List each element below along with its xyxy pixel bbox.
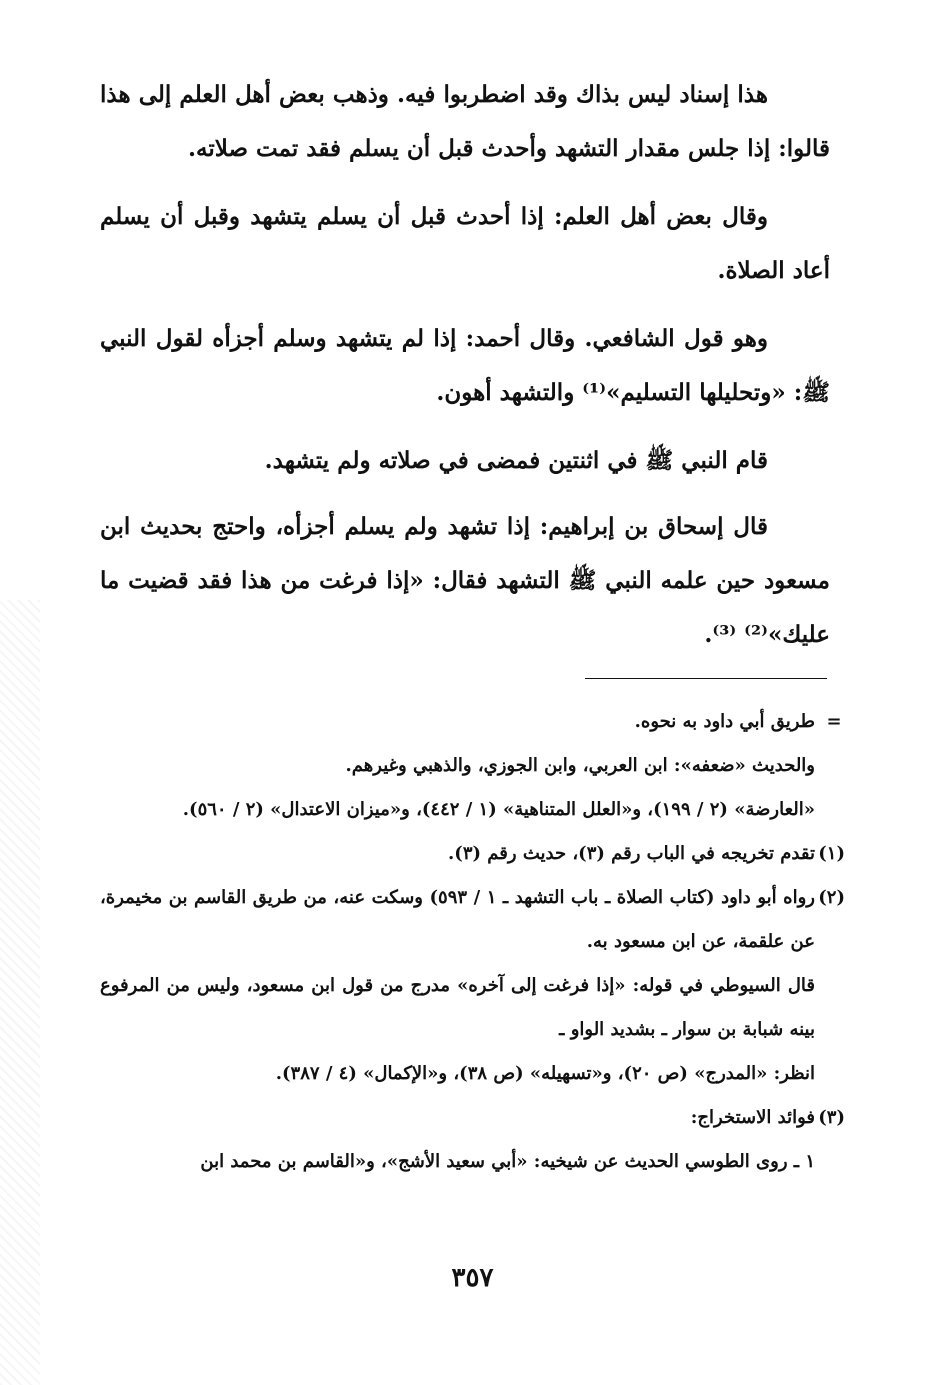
footnote-2 xyxy=(100,876,845,964)
paragraph-4: قام النبي ﷺ في اثنتين فمضى في صلاته ولم يتشهد. xyxy=(264,447,768,474)
paragraph-3: وهو قول الشافعي. وقال أحمد: إذا لم يتشهد وسلم أجزأه لقول النبي ﷺ: «وتحليلها التسليم»⁽¹⁾ والتشهد أهون. xyxy=(100,325,830,406)
footnote-1-text: تقدم تخريجه في الباب رقم (٣)، حديث رقم (٣). xyxy=(448,843,815,864)
paragraph-5: قال إسحاق بن إبراهيم: إذا تشهد ولم يسلم أجزأه، واحتج بحديث ابن مسعود حين علمه النبي ﷺ التشهد فقال: «إذا فرغت من هذا فقد قضيت ما عليك»⁽²⁾ ⁽³⁾. xyxy=(100,513,830,648)
footnote-2-extra: انظر: «المدرج» (ص ٢٠)، و«تسهيله» (ص ٣٨)، و«الإكمال» (٤ / ٣٨٧). xyxy=(275,1063,815,1084)
footnote-divider xyxy=(585,678,827,679)
footnote-continuation-line xyxy=(100,700,845,744)
paragraph-1: هذا إسناد ليس بذاك وقد اضطربوا فيه. وذهب بعض أهل العلم إلى هذا قالوا: إذا جلس مقدار التشهد وأحدث قبل أن يسلم فقد تمت صلاته. xyxy=(100,81,830,162)
footnote-1-marker: (١) xyxy=(818,843,845,864)
footnote-2-marker: (٢) xyxy=(818,887,845,908)
footnote-2-extra: قال السيوطي في قوله: «إذا فرغت إلى آخره» مدرج من قول ابن مسعود، وليس من المرفوع بينه شبابة بن سوار ـ بشديد الواو ـ xyxy=(100,975,815,1040)
footnote-3-marker: (٣) xyxy=(818,1107,845,1128)
footnote-1 xyxy=(100,832,845,876)
main-text xyxy=(100,68,830,676)
continuation-marker: = xyxy=(826,711,842,732)
page-number: ٣٥٧ xyxy=(451,1263,494,1293)
footnote-3-title: فوائد الاستخراج: xyxy=(690,1107,815,1128)
footnote-continuation-line: والحديث «ضعفه»: ابن العربي، وابن الجوزي، والذهبي وغيرهم. xyxy=(345,755,815,776)
paragraph-2: وقال بعض أهل العلم: إذا أحدث قبل أن يسلم يتشهد وقبل أن يسلم أعاد الصلاة. xyxy=(100,203,830,284)
footnote-3-line: ١ ـ روى الطوسي الحديث عن شيخيه: «أبي سعيد الأشج»، و«القاسم بن محمد ابن xyxy=(200,1151,815,1172)
continuation-line-1: طريق أبي داود به نحوه. xyxy=(634,711,815,732)
footnote-2-text: رواه أبو داود (كتاب الصلاة ـ باب التشهد ـ ١ / ٥٩٣) وسكت عنه، من طريق القاسم بن مخيمرة، عن علقمة، عن ابن مسعود به. xyxy=(100,887,815,952)
footnotes xyxy=(100,700,845,1184)
footnote-continuation-line: «العارضة» (٢ / ١٩٩)، و«العلل المتناهية» (١ / ٤٤٢)، و«ميزان الاعتدال» (٢ / ٥٦٠). xyxy=(182,799,815,820)
footnote-3 xyxy=(100,1096,845,1140)
